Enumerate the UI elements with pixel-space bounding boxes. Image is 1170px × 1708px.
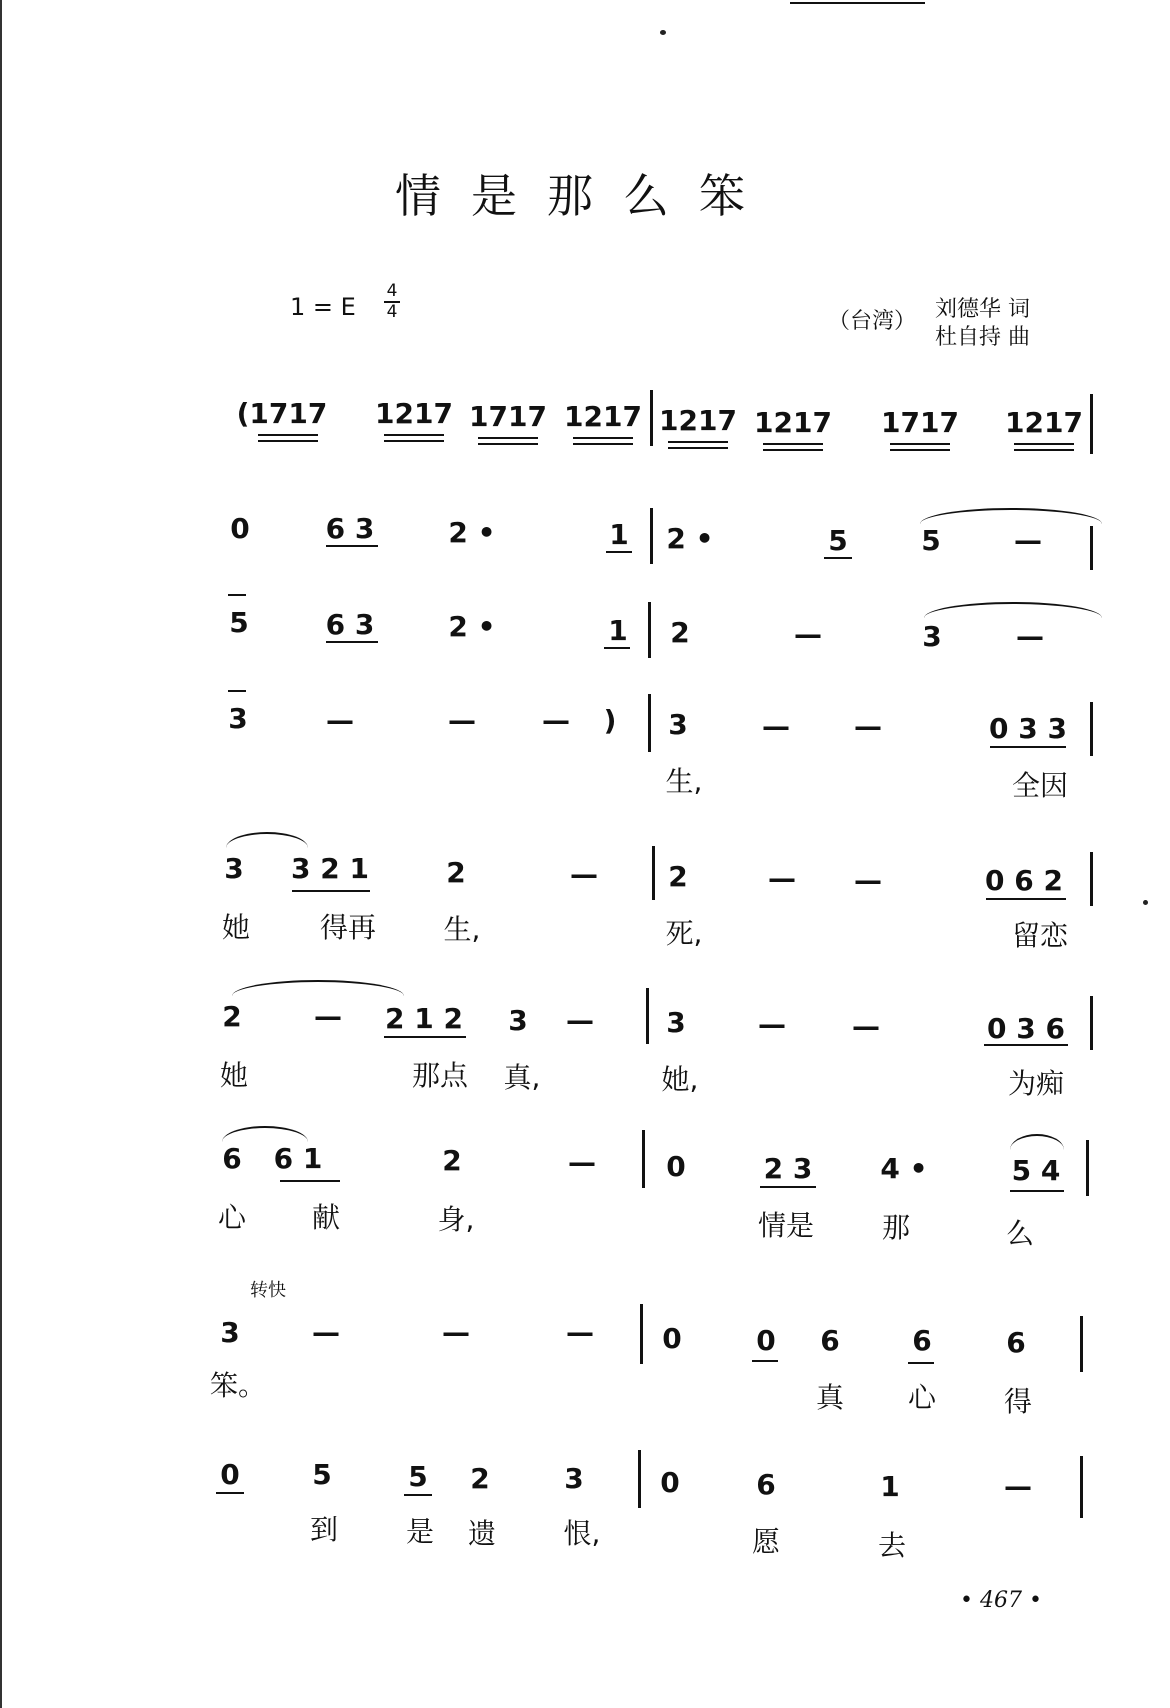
note: 2 (446, 856, 466, 889)
note: 1 (608, 614, 628, 647)
underline (573, 443, 633, 445)
note: 1717 (881, 406, 959, 439)
note: 2 (668, 860, 688, 893)
lyric: 那点 (411, 1059, 469, 1092)
lyric: 恨, (563, 1517, 601, 1550)
time-signature (382, 282, 402, 322)
note: 2 1 2 (385, 1002, 463, 1035)
note: 6 1 (273, 1142, 323, 1175)
lyric: 为痴 (1007, 1067, 1065, 1100)
lyric: 去 (877, 1529, 907, 1562)
underline (606, 551, 632, 553)
barline (640, 1304, 643, 1364)
time-signature-bottom: 4 (386, 302, 398, 322)
lyric: 得 (1003, 1385, 1033, 1418)
underline (1010, 1190, 1064, 1192)
tie (924, 602, 1102, 618)
note: — (1014, 524, 1042, 557)
underline (258, 434, 318, 436)
tie (920, 508, 1102, 524)
note: 6 (912, 1324, 932, 1357)
note: 0 3 6 (987, 1012, 1065, 1045)
note: 1217 (1005, 406, 1083, 439)
note: — (568, 1146, 596, 1179)
note: — (768, 862, 796, 895)
note: 0 (662, 1322, 682, 1355)
barline (1086, 1140, 1089, 1196)
note: 1217 (375, 397, 453, 430)
note: — (1004, 1470, 1032, 1503)
credit-origin: （台湾） (828, 309, 917, 334)
slur (1010, 1134, 1064, 1150)
underline (908, 1362, 934, 1364)
note: — (762, 710, 790, 743)
note: — (566, 1004, 594, 1037)
lyric: 遗 (467, 1517, 497, 1550)
underline (292, 890, 370, 892)
underline (280, 1180, 340, 1182)
page-frame-edge (0, 0, 2, 1708)
note: 3 (922, 620, 942, 653)
note: — (1016, 620, 1044, 653)
underline (824, 557, 852, 559)
underline (216, 1492, 244, 1494)
barline (1090, 526, 1093, 570)
note: 0 6 2 (985, 864, 1063, 897)
scan-speck (1143, 900, 1148, 905)
note: 3 2 1 (291, 852, 369, 885)
underline (763, 449, 823, 451)
underline (258, 440, 318, 442)
barline (1090, 702, 1093, 756)
underline (326, 641, 378, 643)
underline (326, 545, 378, 547)
note: 2 (670, 616, 690, 649)
note: 3 (666, 1006, 686, 1039)
lyric: 愿 (751, 1525, 781, 1558)
tie-end (228, 690, 246, 692)
note: 2 3 (763, 1152, 813, 1185)
barline (648, 694, 651, 752)
note: 0 (220, 1458, 240, 1491)
note: 1217 (754, 406, 832, 439)
barline (1090, 394, 1093, 454)
barline (1090, 852, 1093, 906)
lyric: 笨。 (209, 1369, 267, 1402)
lyric: 她 (219, 1059, 249, 1092)
note: 5 4 (1011, 1154, 1061, 1187)
lyric: 真 (815, 1381, 845, 1414)
note: — (314, 1000, 342, 1033)
tie (232, 980, 404, 996)
note: — (542, 704, 570, 737)
note: — (442, 1316, 470, 1349)
note: 5 (408, 1460, 428, 1493)
note: — (448, 704, 476, 737)
lyric: 她 (221, 911, 251, 944)
underline (478, 437, 538, 439)
note: 1 (609, 518, 629, 551)
credit-lyricist: 刘德华 词 (935, 297, 1030, 322)
underline (890, 443, 950, 445)
note: ) (603, 704, 617, 737)
underline (668, 441, 728, 443)
lyric: 么 (1005, 1217, 1035, 1250)
note: 2 • (448, 516, 496, 549)
lyric: 生, (443, 913, 481, 946)
note: (1717 (236, 397, 328, 430)
note: 3 (228, 702, 248, 735)
note: — (570, 858, 598, 891)
song-title: 情是那么笨 (395, 169, 775, 223)
note: 2 • (666, 522, 714, 555)
underline (404, 1494, 432, 1496)
note: 5 (828, 524, 848, 557)
underline (1014, 443, 1074, 445)
note: 6 (222, 1142, 242, 1175)
underline (1014, 449, 1074, 451)
lyric: 全因 (1011, 769, 1069, 802)
note: 1217 (659, 404, 737, 437)
note: 1 (880, 1470, 900, 1503)
underline (478, 443, 538, 445)
note: 3 (668, 708, 688, 741)
underline (668, 447, 728, 449)
note: 6 3 (325, 512, 375, 545)
note: 2 (222, 1000, 242, 1033)
note: 0 (230, 512, 250, 545)
underline (986, 898, 1066, 900)
barline (648, 602, 651, 658)
note: 0 (666, 1150, 686, 1183)
lyric: 得再 (319, 911, 377, 944)
lyric: 献 (311, 1201, 341, 1234)
barline (650, 390, 653, 446)
note: — (854, 710, 882, 743)
underline (604, 647, 630, 649)
lyric: 留恋 (1011, 919, 1069, 952)
note: 0 3 3 (989, 712, 1067, 745)
lyric: 真, (503, 1061, 541, 1094)
barline (646, 988, 649, 1044)
note: — (854, 864, 882, 897)
time-signature-top: 4 (386, 281, 398, 301)
note: 1217 (564, 400, 642, 433)
note: 2 (470, 1462, 490, 1495)
page-number: • 467 • (960, 1588, 1042, 1613)
underline (763, 443, 823, 445)
lyric: 心 (217, 1201, 247, 1234)
lyric: 死, (665, 917, 703, 950)
note: — (852, 1010, 880, 1043)
barline (652, 846, 655, 900)
note: 2 • (448, 610, 496, 643)
note: 5 (921, 524, 941, 557)
note: 4 • (880, 1152, 928, 1185)
credit-composer: 杜自持 曲 (935, 325, 1030, 350)
note: — (326, 704, 354, 737)
scan-speck (660, 30, 666, 35)
note: 1717 (469, 400, 547, 433)
note: — (794, 618, 822, 651)
underline (752, 1360, 778, 1362)
underline (384, 434, 444, 436)
note: 3 (224, 852, 244, 885)
lyric: 是 (405, 1515, 435, 1548)
note: 5 (312, 1458, 332, 1491)
barline (1080, 1316, 1083, 1372)
slur (226, 832, 308, 848)
note: 6 3 (325, 608, 375, 641)
underline (384, 440, 444, 442)
lyric: 生, (665, 765, 703, 798)
underline (573, 437, 633, 439)
slur (222, 1126, 308, 1142)
barline (1090, 996, 1093, 1050)
note: 5 (229, 606, 249, 639)
barline (1080, 1456, 1083, 1518)
barline (650, 508, 653, 564)
note: 3 (564, 1462, 584, 1495)
lyric: 她, (661, 1063, 699, 1096)
note: 6 (820, 1324, 840, 1357)
note: 3 (220, 1316, 240, 1349)
note: 0 (756, 1324, 776, 1357)
underline (984, 1044, 1068, 1046)
note: 6 (1006, 1326, 1026, 1359)
note: — (566, 1316, 594, 1349)
lyric: 心 (907, 1381, 937, 1414)
note: — (312, 1316, 340, 1349)
note: — (758, 1008, 786, 1041)
scan-line (790, 2, 925, 4)
lyric: 身, (437, 1203, 475, 1236)
key-signature: 1 = E (290, 293, 356, 321)
note: 6 (756, 1468, 776, 1501)
note: 0 (660, 1466, 680, 1499)
lyric: 到 (309, 1513, 339, 1546)
underline (890, 449, 950, 451)
tempo-marking: 转快 (250, 1280, 286, 1301)
underline (990, 746, 1066, 748)
note: 3 (508, 1004, 528, 1037)
note: 2 (442, 1144, 462, 1177)
tie-end (228, 594, 246, 596)
lyric: 情是 (757, 1209, 815, 1242)
lyric: 那 (881, 1211, 911, 1244)
underline (760, 1186, 816, 1188)
barline (638, 1450, 641, 1508)
underline (384, 1036, 466, 1038)
barline (642, 1130, 645, 1188)
